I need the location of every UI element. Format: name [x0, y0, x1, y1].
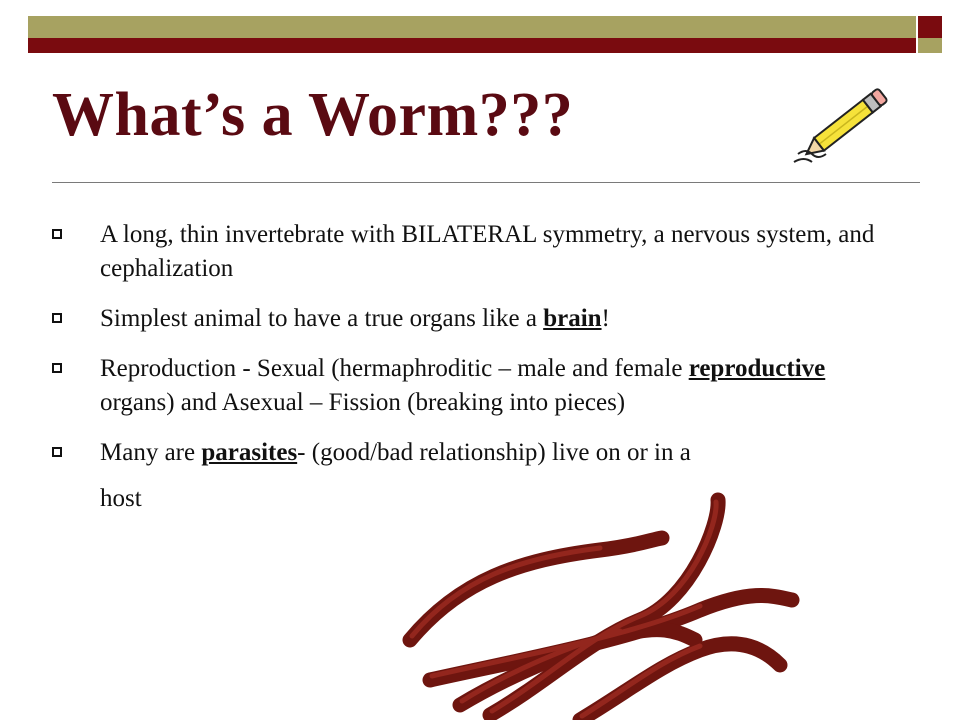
- bullet-item: [52, 352, 882, 420]
- bullet-list: [52, 218, 882, 532]
- bullet-item: [52, 302, 882, 336]
- pencil-icon: [790, 78, 900, 170]
- keyword-brain: brain: [543, 305, 602, 332]
- bullet-text: A long, thin invertebrate with BILATERAL symmetry, a nervous system, and cephalization: [100, 221, 875, 282]
- bullet-square-icon: [52, 447, 62, 457]
- bullet-square-icon: [52, 363, 62, 373]
- bullet-text: Many are: [100, 439, 202, 466]
- bullet-text-end: organs) and Asexual – Fission (breaking into pieces): [100, 389, 626, 416]
- bullet-text-end: !: [601, 305, 610, 332]
- keyword-reproductive: reproductive: [688, 355, 826, 382]
- worms-image: [400, 490, 820, 720]
- bullet-text-host: host: [100, 485, 142, 512]
- title-divider: [52, 182, 920, 183]
- header-bar-maroon: [28, 38, 916, 53]
- header-corner-maroon: [918, 16, 942, 38]
- bullet-item: [52, 218, 882, 286]
- header-bar-olive: [28, 16, 916, 38]
- bullet-text: Reproduction - Sexual (hermaphroditic – male and female: [100, 355, 689, 382]
- bullet-text: Simplest animal to have a true organs like a: [100, 305, 544, 332]
- keyword-parasites: parasites: [201, 439, 298, 466]
- header-corner-olive: [918, 38, 942, 53]
- bullet-square-icon: [52, 229, 62, 239]
- bullet-text-end: - (good/bad relationship) live on or in a: [297, 439, 691, 466]
- bullet-square-icon: [52, 313, 62, 323]
- slide-title: What’s a Worm???: [52, 81, 574, 149]
